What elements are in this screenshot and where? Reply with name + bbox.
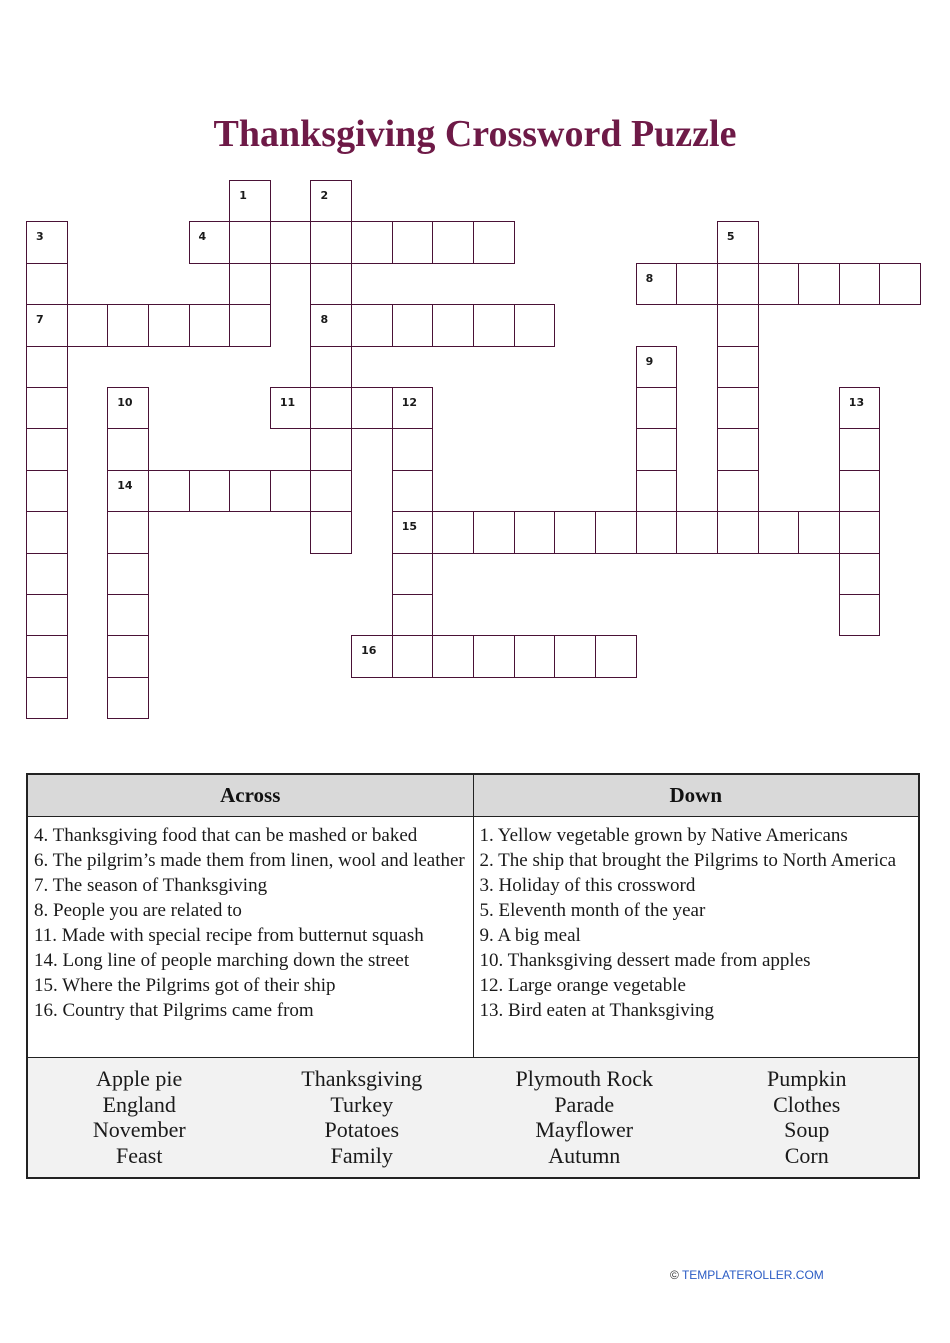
crossword-cell[interactable] — [473, 635, 515, 677]
clue-number: 9 — [645, 354, 654, 368]
crossword-cell[interactable] — [473, 511, 515, 553]
crossword-cell[interactable] — [879, 263, 921, 305]
word-bank-column — [696, 1066, 919, 1171]
clue-number: 13 — [848, 396, 865, 409]
crossword-cell[interactable] — [636, 428, 678, 470]
across-clue: 15. Where the Pilgrims got of their ship — [34, 975, 336, 996]
down-header: Down — [669, 783, 722, 807]
crossword-cell[interactable] — [26, 677, 68, 719]
across-clue: 11. Made with special recipe from butternut squash — [34, 925, 424, 946]
crossword-cell[interactable] — [392, 635, 434, 677]
crossword-cell[interactable] — [26, 263, 68, 305]
crossword-cell[interactable] — [26, 553, 68, 595]
crossword-cell[interactable] — [270, 387, 312, 429]
crossword-cell[interactable] — [676, 263, 718, 305]
bank-word: Soup — [784, 1117, 830, 1142]
down-clue: 1. Yellow vegetable grown by Native Americans — [479, 825, 848, 846]
crossword-cell[interactable] — [26, 346, 68, 388]
crossword-cell[interactable] — [839, 553, 881, 595]
crossword-cell[interactable] — [26, 428, 68, 470]
word-bank-column — [251, 1066, 474, 1171]
crossword-cell[interactable] — [107, 677, 149, 719]
down-clue: 2. The ship that brought the Pilgrims to North America — [479, 850, 897, 871]
crossword-cell[interactable] — [148, 304, 190, 346]
crossword-cell[interactable] — [229, 180, 271, 222]
crossword-cell[interactable] — [26, 304, 68, 346]
crossword-cell[interactable] — [26, 470, 68, 512]
clue-number: 11 — [279, 396, 296, 409]
crossword-cell[interactable] — [758, 263, 800, 305]
clue-number: 1 — [239, 189, 247, 202]
crossword-cell[interactable] — [189, 470, 231, 512]
bank-word: Parade — [554, 1091, 615, 1117]
crossword-cell[interactable] — [392, 221, 434, 263]
crossword-cell[interactable] — [351, 635, 393, 677]
crossword-cell[interactable] — [717, 511, 759, 553]
down-clue: 12. Large orange vegetable — [479, 975, 686, 996]
down-clue: 3. Holiday of this crossword — [479, 875, 696, 896]
crossword-cell[interactable] — [310, 304, 352, 346]
crossword-cell[interactable] — [270, 221, 312, 263]
clue-number: 12 — [401, 396, 418, 409]
clue-number: 15 — [401, 520, 418, 534]
crossword-cell[interactable] — [310, 470, 352, 512]
crossword-cell[interactable] — [717, 304, 759, 346]
crossword-cell[interactable] — [514, 511, 556, 553]
crossword-cell[interactable] — [554, 635, 596, 677]
crossword-cell[interactable] — [636, 346, 678, 388]
crossword-cell[interactable] — [392, 428, 434, 470]
clue-number: 10 — [117, 396, 133, 409]
crossword-cell[interactable] — [392, 304, 434, 346]
down-clues-list — [474, 817, 919, 1057]
crossword-cell[interactable] — [432, 635, 474, 677]
crossword-cell[interactable] — [270, 470, 312, 512]
crossword-cell[interactable] — [798, 511, 840, 553]
crossword-cell[interactable] — [839, 263, 881, 305]
clues-body — [28, 817, 918, 1058]
crossword-cell[interactable] — [473, 304, 515, 346]
crossword-cell[interactable] — [107, 553, 149, 595]
bank-word: Plymouth Rock — [515, 1066, 653, 1091]
clues-header-row — [28, 775, 918, 817]
across-clue: 6. The pilgrim’s made them from linen, wool and leather — [34, 850, 465, 871]
down-clue: 10. Thanksgiving dessert made from apples — [479, 950, 811, 971]
crossword-cell[interactable] — [717, 221, 759, 263]
across-clue: 14. Long line of people marching down the street — [34, 950, 410, 971]
crossword-cell[interactable] — [351, 387, 393, 429]
bank-word: Apple pie — [96, 1066, 183, 1091]
crossword-cell[interactable] — [392, 387, 434, 429]
crossword-cell[interactable] — [514, 635, 556, 677]
clue-number: 3 — [36, 230, 44, 244]
crossword-cell[interactable] — [636, 511, 678, 553]
crossword-cell[interactable] — [839, 387, 881, 429]
crossword-cell[interactable] — [595, 635, 637, 677]
crossword-cell[interactable] — [351, 221, 393, 263]
crossword-cell[interactable] — [229, 263, 271, 305]
crossword-cell[interactable] — [717, 346, 759, 388]
bank-word: Thanksgiving — [301, 1066, 423, 1091]
bank-word: Feast — [116, 1142, 163, 1168]
crossword-cell[interactable] — [392, 553, 434, 595]
crossword-cell[interactable] — [392, 594, 434, 636]
crossword-cell[interactable] — [189, 304, 231, 346]
crossword-cell[interactable] — [67, 304, 109, 346]
bank-word: Pumpkin — [767, 1066, 847, 1091]
clue-number: 8 — [645, 271, 654, 285]
templateroller-link[interactable]: TEMPLATEROLLER.COM — [681, 1268, 824, 1282]
clue-number: 2 — [320, 189, 329, 202]
crossword-cell[interactable] — [432, 304, 474, 346]
crossword-cell[interactable] — [595, 511, 637, 553]
crossword-cell[interactable] — [839, 428, 881, 470]
crossword-cell[interactable] — [839, 470, 881, 512]
bank-word: November — [92, 1117, 186, 1142]
clue-number: 7 — [36, 313, 44, 327]
crossword-cell[interactable] — [26, 635, 68, 677]
down-clue: 13. Bird eaten at Thanksgiving — [479, 1000, 714, 1021]
crossword-cell[interactable] — [839, 594, 881, 636]
crossword-cell[interactable] — [554, 511, 596, 553]
clues-table — [26, 773, 920, 1179]
crossword-cell[interactable] — [432, 221, 474, 263]
bank-word: Corn — [784, 1142, 829, 1168]
crossword-cell[interactable] — [636, 387, 678, 429]
crossword-cell[interactable] — [717, 263, 759, 305]
down-clue: 5. Eleventh month of the year — [479, 900, 706, 921]
crossword-cell[interactable] — [310, 387, 352, 429]
crossword-cell[interactable] — [229, 470, 271, 512]
across-clue: 8. People you are related to — [34, 900, 242, 921]
crossword-cell[interactable] — [148, 470, 190, 512]
crossword-cell[interactable] — [717, 470, 759, 512]
down-clue: 9. A big meal — [479, 925, 581, 946]
crossword-cell[interactable] — [229, 221, 271, 263]
bank-word: Family — [330, 1142, 393, 1168]
crossword-cell[interactable] — [798, 263, 840, 305]
crossword-cell[interactable] — [636, 263, 678, 305]
crossword-cell[interactable] — [310, 263, 352, 305]
crossword-cell[interactable] — [717, 428, 759, 470]
crossword-cell[interactable] — [758, 511, 800, 553]
crossword-cell[interactable] — [107, 635, 149, 677]
crossword-cell[interactable] — [107, 387, 149, 429]
clue-number: 5 — [726, 230, 735, 244]
clue-number: 4 — [198, 230, 207, 244]
clue-number: 14 — [117, 478, 133, 492]
crossword-cell[interactable] — [310, 428, 352, 470]
bank-word: Mayflower — [535, 1117, 634, 1142]
crossword-cell[interactable] — [310, 180, 352, 222]
crossword-cell[interactable] — [514, 304, 556, 346]
crossword-cell[interactable] — [392, 511, 434, 553]
clue-number: 16 — [361, 644, 377, 658]
crossword-cell[interactable] — [310, 346, 352, 388]
word-bank-column — [28, 1066, 251, 1171]
page-title: Thanksgiving Crossword Puzzle — [213, 113, 737, 155]
crossword-cell[interactable] — [229, 304, 271, 346]
bank-word: Clothes — [773, 1091, 841, 1117]
across-clue: 16. Country that Pilgrims came from — [34, 1000, 314, 1021]
crossword-cell[interactable] — [26, 221, 68, 263]
bank-word: Turkey — [330, 1091, 394, 1117]
crossword-cell[interactable] — [717, 387, 759, 429]
across-clue: 7. The season of Thanksgiving — [34, 875, 268, 896]
crossword-cell[interactable] — [676, 511, 718, 553]
word-bank-column — [473, 1066, 696, 1171]
bank-word: Potatoes — [324, 1117, 400, 1142]
bank-word: Autumn — [548, 1142, 621, 1168]
copyright-icon: © — [670, 1268, 679, 1282]
bank-word: England — [102, 1091, 176, 1117]
crossword-cell[interactable] — [473, 221, 515, 263]
footer-credit — [670, 1268, 824, 1282]
across-clues-list — [28, 817, 474, 1057]
crossword-cell[interactable] — [310, 511, 352, 553]
crossword-cell[interactable] — [107, 304, 149, 346]
word-bank — [28, 1058, 918, 1177]
clue-number: 8 — [320, 313, 329, 327]
crossword-cell[interactable] — [26, 387, 68, 429]
across-clue: 4. Thanksgiving food that can be mashed or baked — [34, 825, 418, 846]
crossword-cell[interactable] — [107, 470, 149, 512]
crossword-cell[interactable] — [392, 470, 434, 512]
crossword-cell[interactable] — [636, 470, 678, 512]
crossword-cell[interactable] — [107, 428, 149, 470]
crossword-cell[interactable] — [432, 511, 474, 553]
crossword-cell[interactable] — [310, 221, 352, 263]
crossword-cell[interactable] — [107, 511, 149, 553]
crossword-cell[interactable] — [351, 304, 393, 346]
crossword-cell[interactable] — [26, 511, 68, 553]
across-header: Across — [28, 775, 474, 816]
crossword-cell[interactable] — [26, 594, 68, 636]
crossword-cell[interactable] — [189, 221, 231, 263]
crossword-cell[interactable] — [839, 511, 881, 553]
crossword-cell[interactable] — [107, 594, 149, 636]
